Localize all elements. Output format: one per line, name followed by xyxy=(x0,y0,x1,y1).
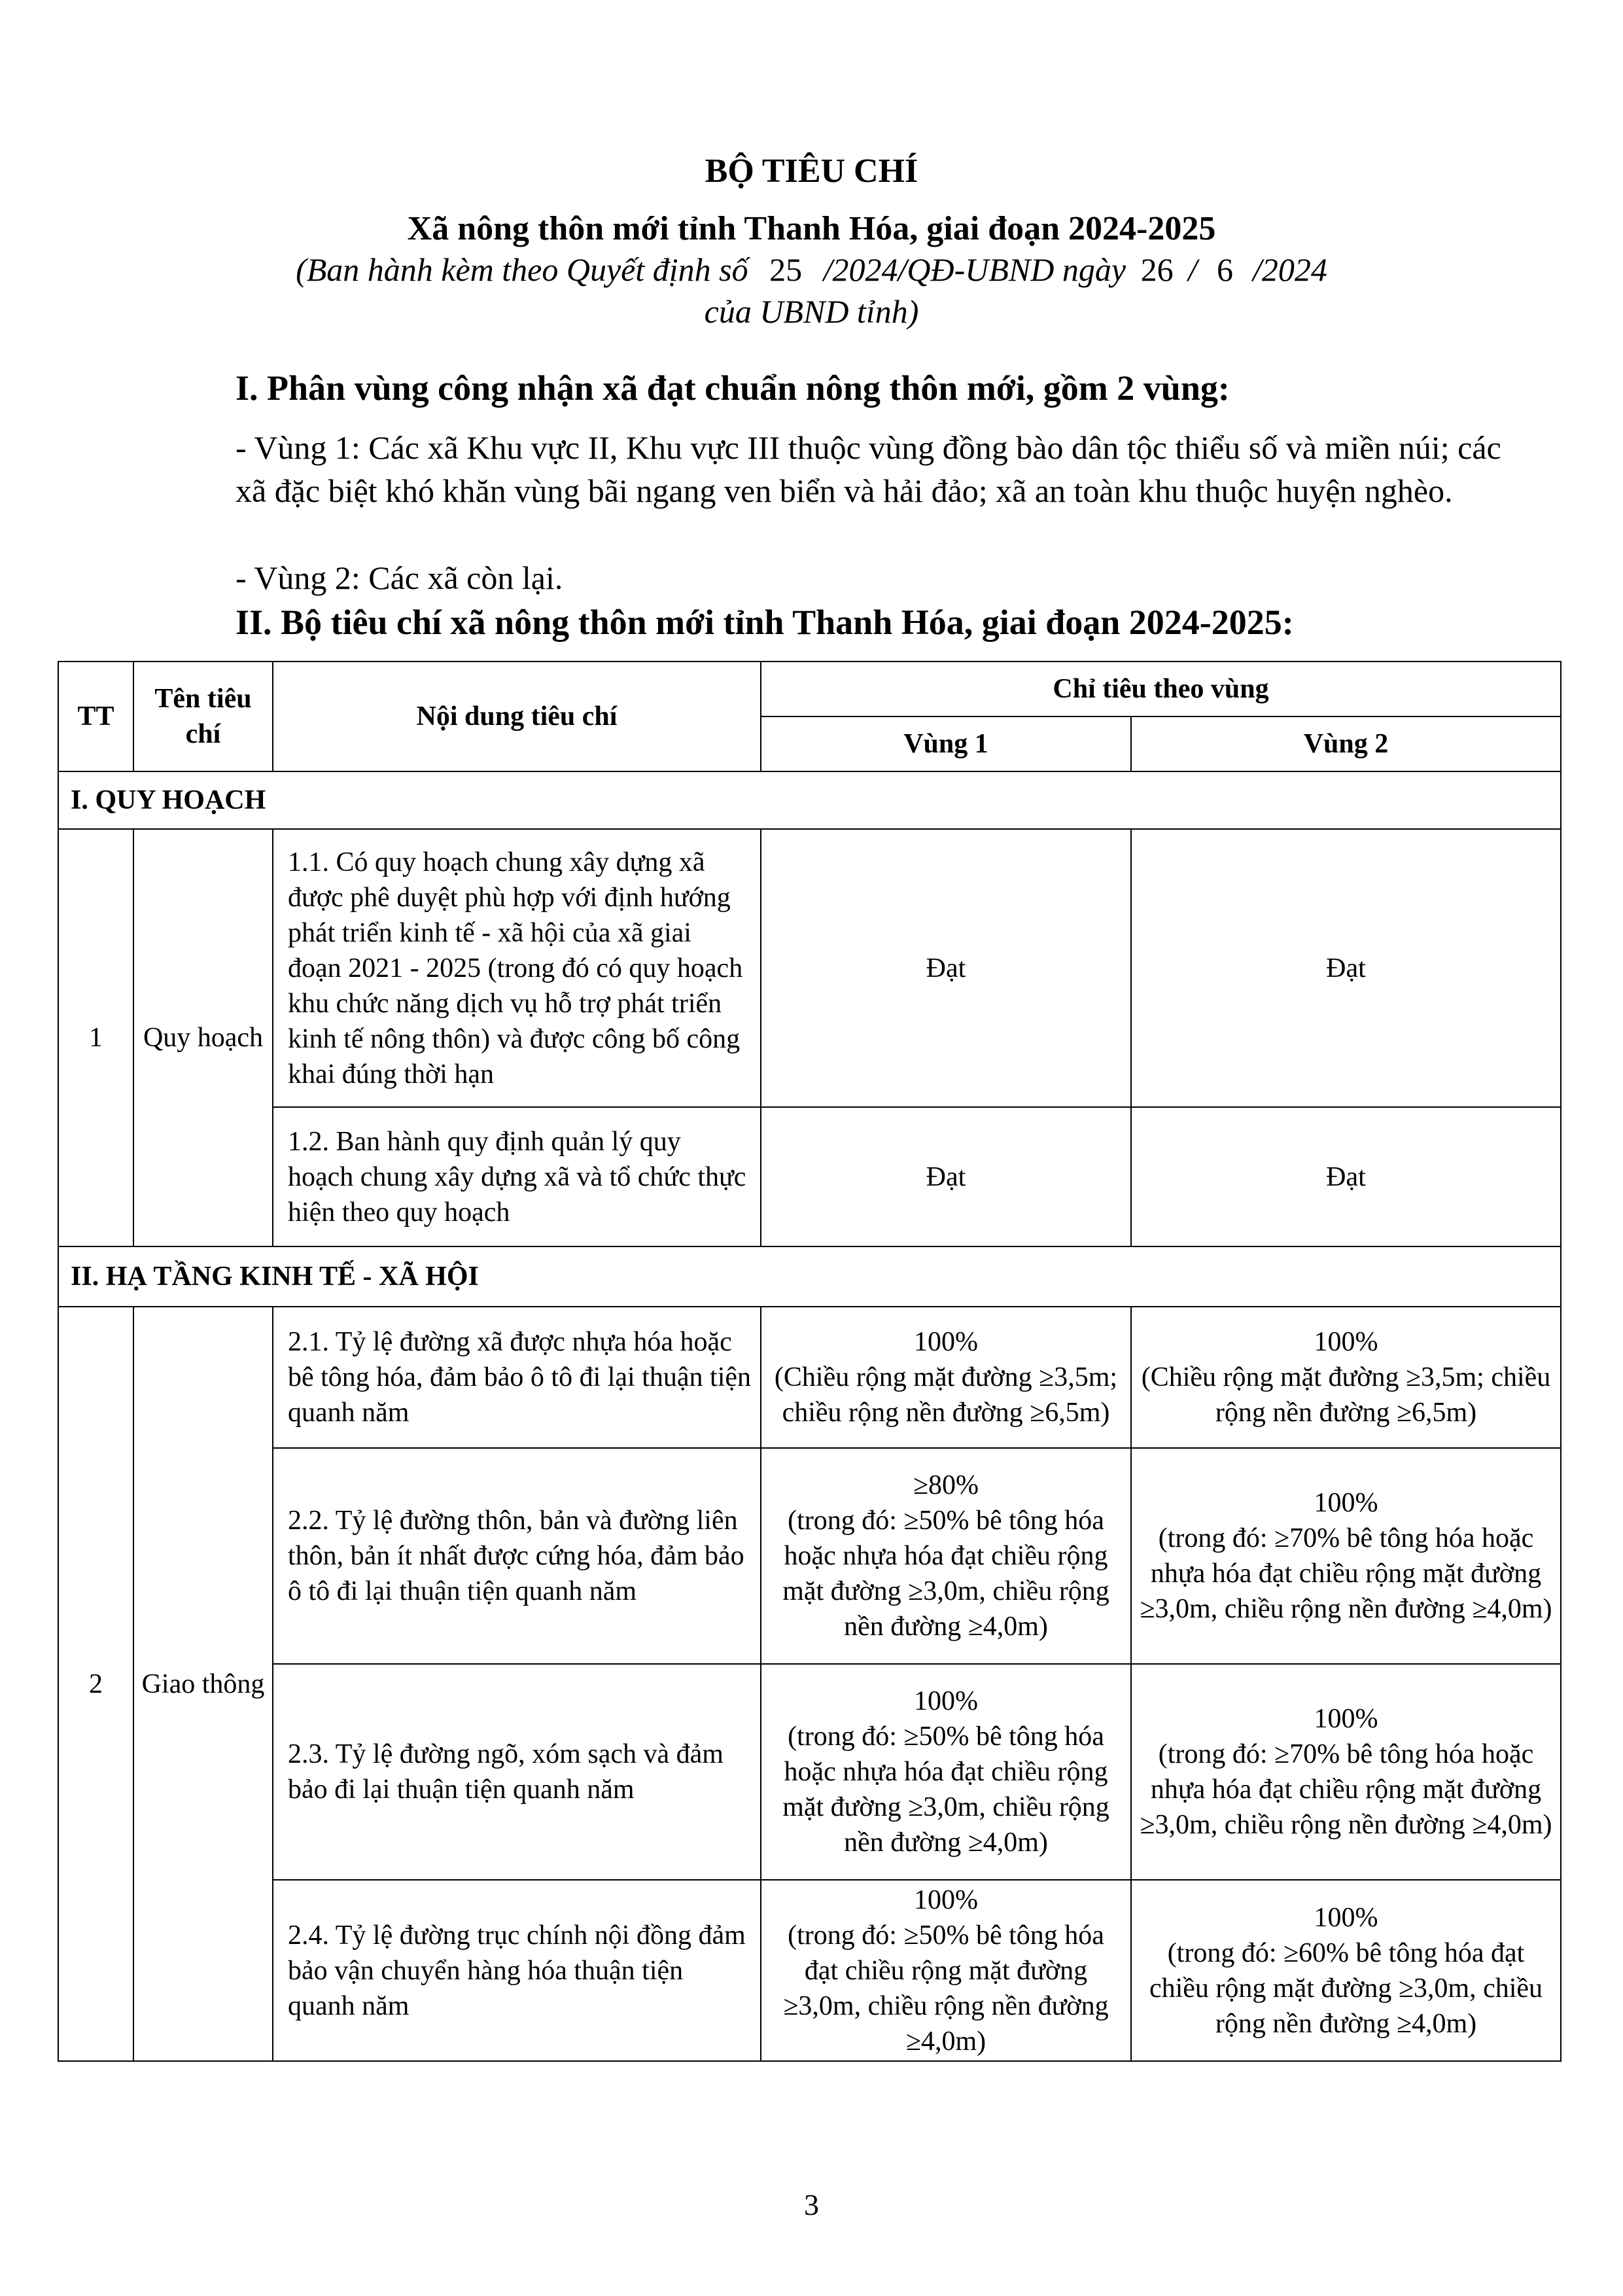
header-zone-targets: Chỉ tiêu theo vùng xyxy=(761,662,1561,716)
zone-2-target: 100% (trong đó: ≥70% bê tông hóa hoặc nhựa hóa đạt chiều rộng mặt đường ≥3,0m, chiều rộng nền đường ≥4,0m) xyxy=(1131,1448,1561,1664)
criteria-table xyxy=(58,661,1562,2062)
criterion-name: Quy hoạch xyxy=(133,829,273,1246)
zone-2-description: - Vùng 2: Các xã còn lại. xyxy=(236,559,563,596)
zone-2-target: Đạt xyxy=(1131,1107,1561,1246)
zone-1-description: - Vùng 1: Các xã Khu vực II, Khu vực III thuộc vùng đồng bào dân tộc thiểu số và miền núi; các xã đặc biệt khó khăn vùng bãi ngang ven biển và hải đảo; xã an toàn khu thuộc huyện nghèo. xyxy=(236,429,1501,509)
decree-month: 6 xyxy=(1216,251,1233,288)
criterion-content: 2.3. Tỷ lệ đường ngõ, xóm sạch và đảm bảo đi lại thuận tiện quanh năm xyxy=(273,1664,761,1880)
header-criterion-name: Tên tiêu chí xyxy=(133,662,273,771)
table-row xyxy=(58,1664,1561,1880)
criterion-name: Giao thông xyxy=(133,1307,273,2061)
criterion-content: 1.2. Ban hành quy định quản lý quy hoạch chung xây dựng xã và tổ chức thực hiện theo quy hoạch xyxy=(273,1107,761,1246)
section-1-heading: I. Phân vùng công nhận xã đạt chuẩn nông thôn mới, gồm 2 vùng: xyxy=(236,368,1230,408)
criterion-number: 1 xyxy=(58,829,133,1246)
zone-1-target: 100% (trong đó: ≥50% bê tông hóa đạt chiều rộng mặt đường ≥3,0m, chiều rộng nền đường ≥4,0m) xyxy=(761,1880,1131,2061)
table-row xyxy=(58,1880,1561,2061)
decree-middle: /2024/QĐ-UBND ngày xyxy=(823,251,1126,288)
issuer-line: của UBND tỉnh) xyxy=(704,293,919,330)
criterion-content: 2.1. Tỷ lệ đường xã được nhựa hóa hoặc bê tông hóa, đảm bảo ô tô đi lại thuận tiện quanh năm xyxy=(273,1307,761,1448)
zone-2-target: 100% (Chiều rộng mặt đường ≥3,5m; chiều rộng nền đường ≥6,5m) xyxy=(1131,1307,1561,1448)
zone-2-target: Đạt xyxy=(1131,829,1561,1107)
header-zone-2: Vùng 2 xyxy=(1131,716,1561,771)
table-row xyxy=(58,1448,1561,1664)
zone-1-target: Đạt xyxy=(761,829,1131,1107)
table-row xyxy=(58,1307,1561,1448)
criterion-content: 1.1. Có quy hoạch chung xây dựng xã được phê duyệt phù hợp với định hướng phát triển kinh tế - xã hội của xã giai đoạn 2021 - 2025 (trong đó có quy hoạch khu chức năng dịch vụ hỗ trợ phát triển kinh tế nông thôn) và được công bố công khai đúng thời hạn xyxy=(273,829,761,1107)
header-zone-1: Vùng 1 xyxy=(761,716,1131,771)
decree-year: /2024 xyxy=(1252,251,1327,288)
zone-2-target: 100% (trong đó: ≥60% bê tông hóa đạt chiều rộng mặt đường ≥3,0m, chiều rộng nền đường ≥4,0m) xyxy=(1131,1880,1561,2061)
decree-separator: / xyxy=(1188,251,1197,288)
decree-number: 25 xyxy=(769,251,803,288)
table-row xyxy=(58,1107,1561,1246)
zone-1-target: ≥80% (trong đó: ≥50% bê tông hóa hoặc nhựa hóa đạt chiều rộng mặt đường ≥3,0m, chiều rộng nền đường ≥4,0m) xyxy=(761,1448,1131,1664)
section-row-planning: I. QUY HOẠCH xyxy=(58,771,1561,829)
section-row-infrastructure: II. HẠ TẦNG KINH TẾ - XÃ HỘI xyxy=(58,1246,1561,1307)
document-subtitle: Xã nông thôn mới tỉnh Thanh Hóa, giai đoạn 2024-2025 xyxy=(407,210,1216,247)
decree-prefix: (Ban hành kèm theo Quyết định số xyxy=(296,251,748,288)
decree-day: 26 xyxy=(1140,251,1174,288)
zone-2-target: 100% (trong đó: ≥70% bê tông hóa hoặc nhựa hóa đạt chiều rộng mặt đường ≥3,0m, chiều rộng nền đường ≥4,0m) xyxy=(1131,1664,1561,1880)
criterion-content: 2.4. Tỷ lệ đường trục chính nội đồng đảm bảo vận chuyển hàng hóa thuận tiện quanh năm xyxy=(273,1880,761,2061)
section-2-heading: II. Bộ tiêu chí xã nông thôn mới tỉnh Thanh Hóa, giai đoạn 2024-2025: xyxy=(236,603,1294,642)
criterion-content: 2.2. Tỷ lệ đường thôn, bản và đường liên thôn, bản ít nhất được cứng hóa, đảm bảo ô tô đi lại thuận tiện quanh năm xyxy=(273,1448,761,1664)
criterion-number: 2 xyxy=(58,1307,133,2061)
document-title: BỘ TIÊU CHÍ xyxy=(705,152,918,190)
zone-1-target: 100% (Chiều rộng mặt đường ≥3,5m; chiều rộng nền đường ≥6,5m) xyxy=(761,1307,1131,1448)
table-row xyxy=(58,829,1561,1107)
page-number: 3 xyxy=(804,2188,819,2221)
decree-line xyxy=(0,251,1623,289)
header-tt: TT xyxy=(58,662,133,771)
zone-1-target: 100% (trong đó: ≥50% bê tông hóa hoặc nhựa hóa đạt chiều rộng mặt đường ≥3,0m, chiều rộng nền đường ≥4,0m) xyxy=(761,1664,1131,1880)
zone-1-target: Đạt xyxy=(761,1107,1131,1246)
header-criterion-content: Nội dung tiêu chí xyxy=(273,662,761,771)
